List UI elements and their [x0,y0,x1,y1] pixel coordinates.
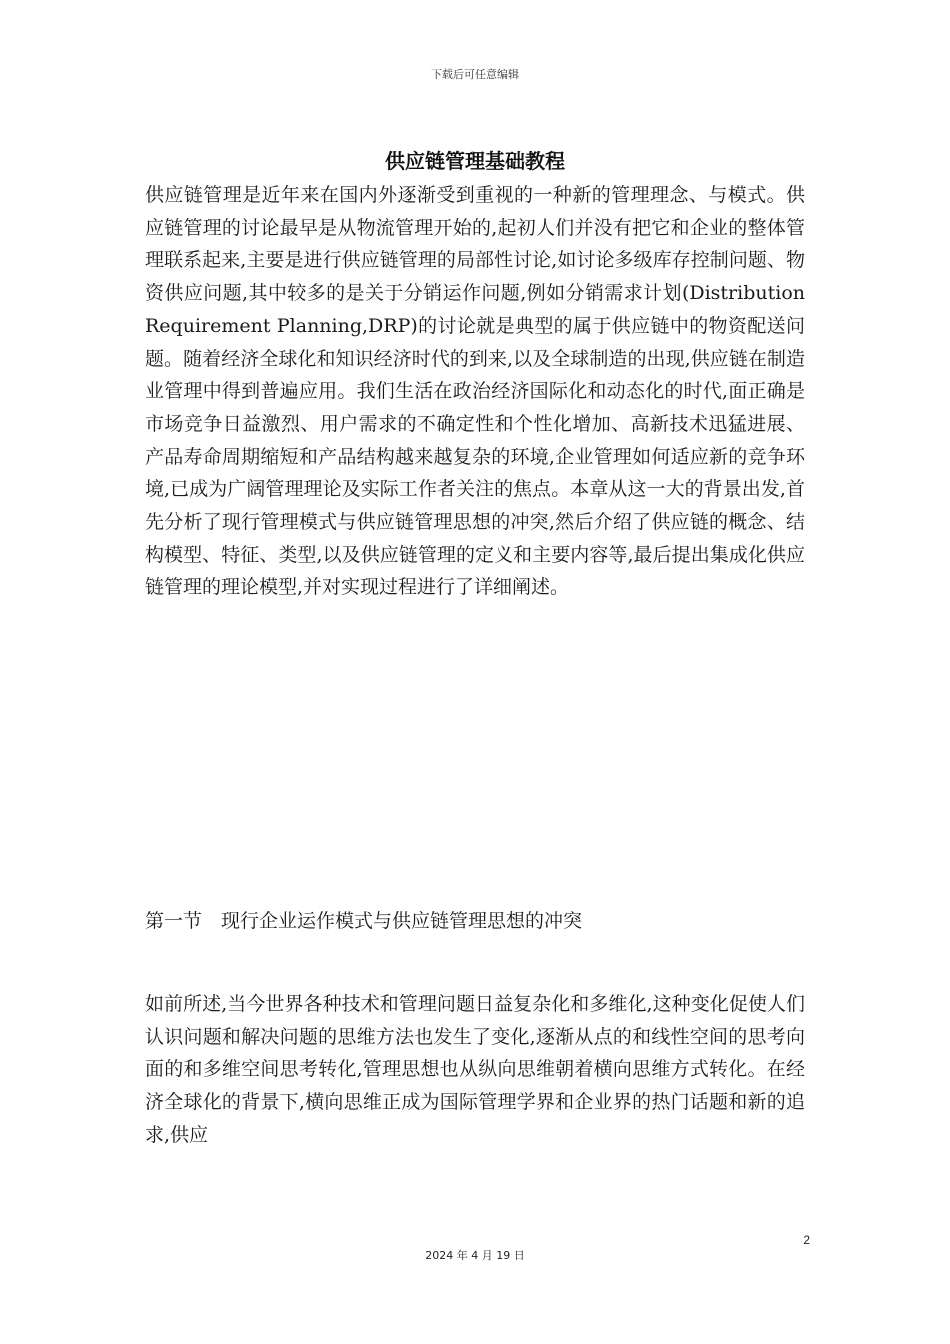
paragraph-text: 如前所述,当今世界各种技术和管理问题日益复杂化和多维化,这种变化促使人们认识问题和解决问题的思维方法也发生了变化,逐渐从点的和线性空间的思考向面的和多维空间思考转化,管理思想也从纵向思维朝着横向思维方式转化。在经济全球化的背景下,横向思维正成为国际管理学界和企业界的热门话题和新的追求,供应 [145,993,805,1146]
page-number: 2 [803,1233,810,1247]
section-heading: 第一节 现行企业运作模式与供应链管理思想的冲突 [145,910,583,932]
document-title: 供应链管理基础教程 [385,149,565,173]
header-note: 下载后可任意编辑 [431,68,519,81]
paragraph-text: 供应链管理是近年来在国内外逐渐受到重视的一种新的管理理念、与模式。供应链管理的讨论最早是从物流管理开始的,起初人们并没有把它和企业的整体管理联系起来,主要是进行供应链管理的局部性讨论,如讨论多级库存控制问题、物资供应问题,其中较多的是关于分销运作问题,例如分销需求计划(Distribution Requirement Planning,DRP)的讨论就是典型的属于供应链中的物资配送问题。随着经济全球化和知识经济时代的到来,以及全球制造的出现,供应链在制造业管理中得到普遍应用。我们生活在政治经济国际化和动态化的时代,面正确是市场竞争日益激烈、用户需求的不确定性和个性化增加、高新技术迅猛进展、产品寿命周期缩短和产品结构越来越复杂的环境,企业管理如何适应新的竞争环境,已成为广阔管理理论及实际工作者关注的焦点。本章从这一大的背景出发,首先分析了现行管理模式与供应链管理思想的冲突,然后介绍了供应链的概念、结构模型、特征、类型,以及供应链管理的定义和主要内容等,最后提出集成化供应链管理的理论模型,并对实现过程进行了详细阐述。 [145,184,805,599]
body-paragraph-section-1 [145,988,805,1152]
body-paragraph-intro [145,179,805,604]
footer-date: 2024 年 4 月 19 日 [425,1249,525,1262]
